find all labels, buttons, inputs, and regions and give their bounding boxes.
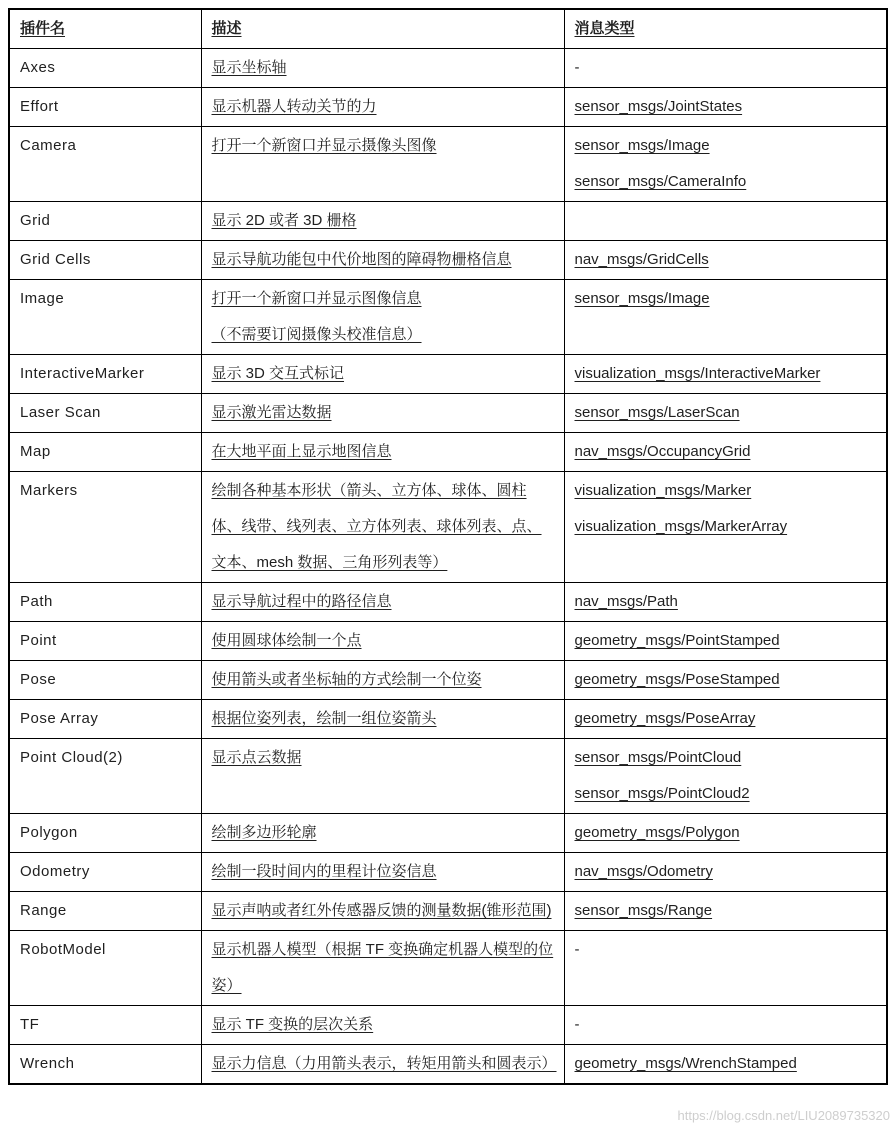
description-text: 打开一个新窗口并显示摄像头图像: [211, 137, 437, 154]
plugin-name-cell: InteractiveMarker: [9, 355, 201, 394]
message-type-text: sensor_msgs/Range: [574, 902, 713, 919]
message-type-text: nav_msgs/Odometry: [574, 863, 713, 880]
message-type-cell: [564, 814, 887, 853]
table-row: [9, 931, 887, 1006]
description-cell: [201, 622, 564, 661]
description-cell: [201, 127, 564, 202]
table-row: [9, 622, 887, 661]
message-type-text: -: [574, 1016, 580, 1033]
message-type-text: sensor_msgs/Image: [574, 137, 710, 154]
plugin-name-cell: Path: [9, 583, 201, 622]
message-type-cell: [564, 433, 887, 472]
description-cell: [201, 88, 564, 127]
col-header-message-type-label: 消息类型: [574, 20, 635, 37]
description-text: 使用圆球体绘制一个点: [211, 632, 362, 649]
plugin-name-cell: RobotModel: [9, 931, 201, 1006]
message-type-text: nav_msgs/OccupancyGrid: [574, 443, 751, 460]
plugin-name-cell: Point: [9, 622, 201, 661]
message-type-cell: [564, 661, 887, 700]
plugin-name-cell: Grid: [9, 202, 201, 241]
message-type-text: sensor_msgs/Image: [574, 290, 710, 307]
message-type-cell: [564, 127, 887, 202]
message-type-text: sensor_msgs/LaserScan: [574, 404, 740, 421]
message-type-cell: [564, 931, 887, 1006]
message-type-cell: [564, 394, 887, 433]
message-type-cell: [564, 622, 887, 661]
table-row: [9, 394, 887, 433]
message-type-text: geometry_msgs/Polygon: [574, 824, 740, 841]
table-row: [9, 892, 887, 931]
table-row: [9, 433, 887, 472]
message-type-text: sensor_msgs/PointCloud: [574, 749, 742, 766]
description-cell: [201, 202, 564, 241]
table-row: [9, 472, 887, 583]
description-text: 打开一个新窗口并显示图像信息: [211, 290, 422, 307]
table-row: [9, 88, 887, 127]
description-text: 绘制多边形轮廓: [211, 824, 317, 841]
description-cell: [201, 280, 564, 355]
table-row: [9, 583, 887, 622]
header-row: [9, 9, 887, 49]
description-cell: [201, 394, 564, 433]
description-cell: [201, 1045, 564, 1085]
plugin-name-cell: Grid Cells: [9, 241, 201, 280]
description-cell: [201, 241, 564, 280]
description-text: 在大地平面上显示地图信息: [211, 443, 392, 460]
plugin-name-cell: TF: [9, 1006, 201, 1045]
plugin-name-cell: Pose: [9, 661, 201, 700]
description-text: 显示激光雷达数据: [211, 404, 332, 421]
table-row: [9, 280, 887, 355]
message-type-cell: [564, 583, 887, 622]
plugin-name-cell: Laser Scan: [9, 394, 201, 433]
description-cell: [201, 49, 564, 88]
message-type-text: nav_msgs/GridCells: [574, 251, 709, 268]
message-type-text: geometry_msgs/WrenchStamped: [574, 1055, 797, 1072]
plugin-name-cell: Axes: [9, 49, 201, 88]
table-row: [9, 814, 887, 853]
plugin-name-cell: Range: [9, 892, 201, 931]
table-row: [9, 127, 887, 202]
description-cell: [201, 355, 564, 394]
description-text: 显示点云数据: [211, 749, 302, 766]
description-text: 显示机器人模型（根据 TF 变换确定机器人模型的位姿）: [211, 941, 554, 994]
description-text: 根据位姿列表，绘制一组位姿箭头: [211, 710, 437, 727]
plugin-name-cell: Effort: [9, 88, 201, 127]
message-type-cell: [564, 472, 887, 583]
plugin-table: [8, 8, 888, 1085]
message-type-text: -: [574, 59, 580, 76]
description-text: 显示声呐或者红外传感器反馈的测量数据(锥形范围): [211, 902, 552, 919]
table-row: [9, 1006, 887, 1045]
message-type-cell: [564, 202, 887, 241]
plugin-name-cell: Image: [9, 280, 201, 355]
description-cell: [201, 661, 564, 700]
table-row: [9, 202, 887, 241]
plugin-name-cell: Markers: [9, 472, 201, 583]
plugin-name-cell: Camera: [9, 127, 201, 202]
description-text: 显示 2D 或者 3D 栅格: [211, 212, 357, 229]
plugin-name-cell: Map: [9, 433, 201, 472]
message-type-cell: [564, 280, 887, 355]
description-cell: [201, 853, 564, 892]
description-cell: [201, 583, 564, 622]
message-type-cell: [564, 892, 887, 931]
table-row: [9, 853, 887, 892]
table-row: [9, 241, 887, 280]
description-cell: [201, 433, 564, 472]
description-cell: [201, 814, 564, 853]
plugin-name-cell: Point Cloud(2): [9, 739, 201, 814]
message-type-cell: [564, 1006, 887, 1045]
plugin-name-cell: Wrench: [9, 1045, 201, 1085]
description-text: 绘制各种基本形状（箭头、立方体、球体、圆柱体、线带、线列表、立方体列表、球体列表、点、文本、mesh 数据、三角形列表等）: [211, 482, 542, 571]
message-type-text: sensor_msgs/PointCloud2: [574, 785, 750, 802]
message-type-text: visualization_msgs/InteractiveMarker: [574, 365, 821, 382]
col-header-plugin-name-label: 插件名: [20, 20, 66, 37]
table-row: [9, 661, 887, 700]
message-type-cell: [564, 739, 887, 814]
message-type-cell: [564, 355, 887, 394]
table-row: [9, 49, 887, 88]
description-text: （不需要订阅摄像头校准信息）: [211, 326, 422, 343]
description-cell: [201, 1006, 564, 1045]
message-type-text: geometry_msgs/PointStamped: [574, 632, 780, 649]
description-text: 显示 TF 变换的层次关系: [211, 1016, 374, 1033]
description-text: 绘制一段时间内的里程计位姿信息: [211, 863, 437, 880]
message-type-text: visualization_msgs/Marker: [574, 482, 752, 499]
message-type-text: nav_msgs/Path: [574, 593, 678, 610]
message-type-text: sensor_msgs/CameraInfo: [574, 173, 747, 190]
description-cell: [201, 739, 564, 814]
message-type-text: visualization_msgs/MarkerArray: [574, 518, 788, 535]
message-type-text: geometry_msgs/PoseArray: [574, 710, 756, 727]
description-cell: [201, 700, 564, 739]
description-text: 显示力信息（力用箭头表示，转矩用箭头和圆表示）: [211, 1055, 557, 1072]
table-row: [9, 1045, 887, 1085]
table-row: [9, 355, 887, 394]
description-text: 显示机器人转动关节的力: [211, 98, 377, 115]
description-cell: [201, 472, 564, 583]
col-header-plugin-name: [9, 9, 201, 49]
description-text: 显示导航功能包中代价地图的障碍物栅格信息: [211, 251, 512, 268]
message-type-cell: [564, 88, 887, 127]
message-type-cell: [564, 700, 887, 739]
message-type-cell: [564, 49, 887, 88]
description-cell: [201, 931, 564, 1006]
col-header-description: [201, 9, 564, 49]
col-header-description-label: 描述: [211, 20, 242, 37]
message-type-cell: [564, 241, 887, 280]
description-text: 使用箭头或者坐标轴的方式绘制一个位姿: [211, 671, 482, 688]
table-row: [9, 739, 887, 814]
col-header-message-type: [564, 9, 887, 49]
message-type-cell: [564, 1045, 887, 1085]
table-row: [9, 700, 887, 739]
plugin-name-cell: Pose Array: [9, 700, 201, 739]
description-text: 显示 3D 交互式标记: [211, 365, 345, 382]
watermark: https://blog.csdn.net/LIU2089735320: [677, 1108, 890, 1123]
message-type-text: geometry_msgs/PoseStamped: [574, 671, 780, 688]
description-cell: [201, 892, 564, 931]
message-type-text: -: [574, 941, 580, 958]
description-text: 显示导航过程中的路径信息: [211, 593, 392, 610]
description-text: 显示坐标轴: [211, 59, 287, 76]
message-type-text: sensor_msgs/JointStates: [574, 98, 743, 115]
plugin-name-cell: Odometry: [9, 853, 201, 892]
plugin-name-cell: Polygon: [9, 814, 201, 853]
message-type-cell: [564, 853, 887, 892]
